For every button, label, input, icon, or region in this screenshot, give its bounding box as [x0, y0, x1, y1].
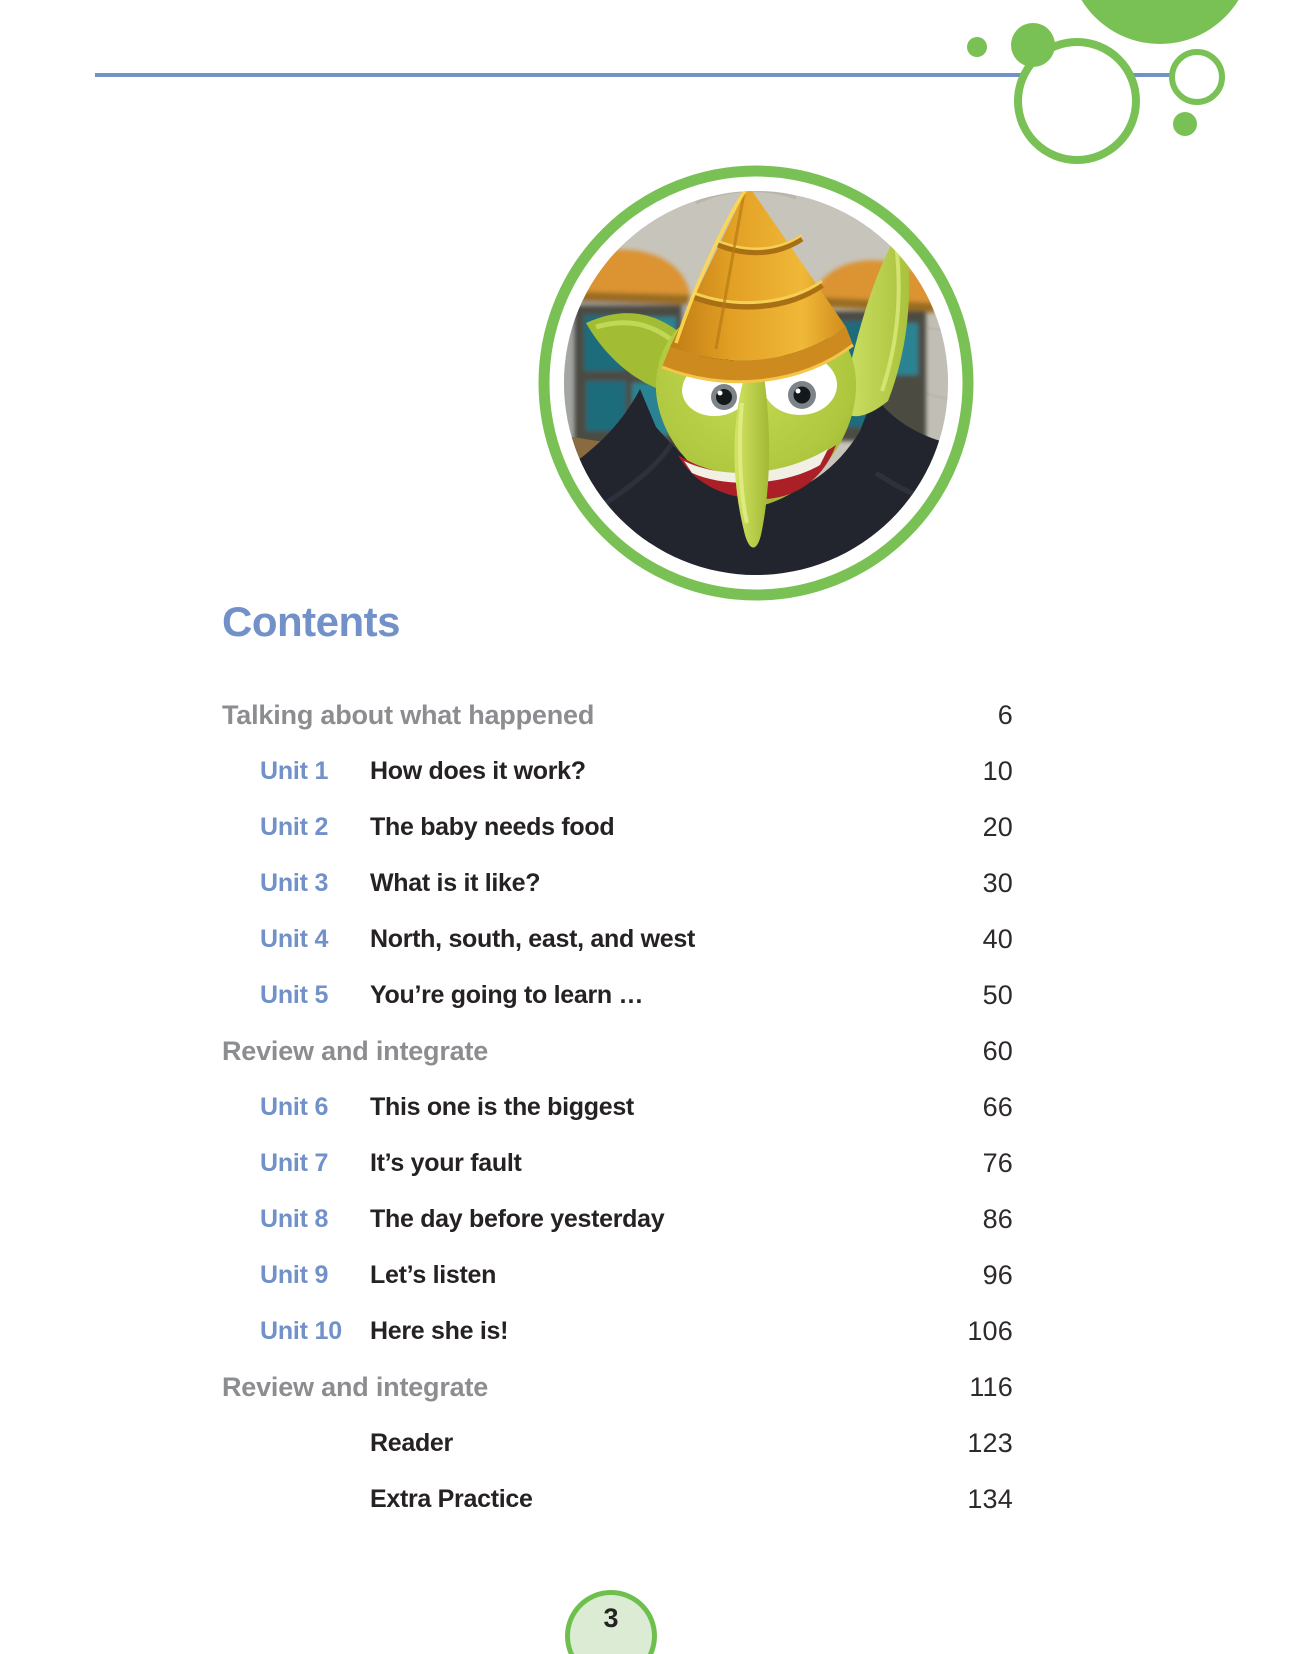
- unit-label: Unit 5: [260, 981, 329, 1009]
- current-page-number: 3: [603, 1603, 619, 1633]
- page-number: 50: [982, 980, 1013, 1010]
- unit-label: Unit 4: [260, 925, 329, 953]
- page-number: 6: [997, 700, 1013, 730]
- toc-unit-row: [222, 1079, 1013, 1135]
- unit-title: North, south, east, and west: [370, 925, 695, 953]
- toc-extra-row: [222, 1415, 1013, 1471]
- toc-unit-row: [222, 1191, 1013, 1247]
- page-number: 134: [967, 1484, 1013, 1514]
- unit-label: Unit 8: [260, 1205, 329, 1233]
- unit-label: Unit 10: [260, 1317, 342, 1345]
- section-title: Review and integrate: [222, 1372, 489, 1402]
- unit-title: It’s your fault: [370, 1149, 522, 1177]
- toc-unit-row: [222, 743, 1013, 799]
- extra-title: Extra Practice: [370, 1485, 533, 1513]
- unit-label: Unit 7: [260, 1149, 329, 1177]
- unit-title: This one is the biggest: [370, 1093, 634, 1121]
- character-portrait: [526, 153, 986, 613]
- toc-section-row: [222, 1359, 1013, 1415]
- toc-unit-row: [222, 799, 1013, 855]
- unit-label: Unit 3: [260, 869, 329, 897]
- unit-title: What is it like?: [370, 869, 541, 897]
- page-number: 123: [967, 1428, 1013, 1458]
- extra-title: Reader: [370, 1429, 453, 1457]
- toc-unit-row: [222, 855, 1013, 911]
- unit-title: Let’s listen: [370, 1261, 497, 1289]
- page-number: 86: [982, 1204, 1013, 1234]
- toc-unit-row: [222, 1135, 1013, 1191]
- unit-title: The baby needs food: [370, 813, 615, 841]
- section-title: Review and integrate: [222, 1036, 489, 1066]
- toc-unit-row: [222, 1247, 1013, 1303]
- unit-title: You’re going to learn …: [370, 981, 644, 1009]
- unit-label: Unit 6: [260, 1093, 329, 1121]
- unit-title: Here she is!: [370, 1317, 509, 1345]
- page-title: Contents: [222, 598, 400, 645]
- unit-label: Unit 1: [260, 757, 329, 785]
- page-number: 66: [982, 1092, 1013, 1122]
- page-number: 20: [982, 812, 1013, 842]
- toc-unit-row: [222, 911, 1013, 967]
- page-number: 76: [982, 1148, 1013, 1178]
- unit-title: How does it work?: [370, 757, 586, 785]
- unit-label: Unit 9: [260, 1261, 329, 1289]
- toc-section-row: [222, 1023, 1013, 1079]
- page-number-badge: [565, 1590, 657, 1654]
- page-number: 96: [982, 1260, 1013, 1290]
- toc-unit-row: [222, 1303, 1013, 1359]
- table-of-contents: [222, 687, 1013, 1527]
- page-number: 30: [982, 868, 1013, 898]
- page-number: 106: [967, 1316, 1013, 1346]
- toc-section-row: [222, 687, 1013, 743]
- page-number: 10: [982, 756, 1013, 786]
- page-number: 116: [969, 1372, 1013, 1402]
- unit-label: Unit 2: [260, 813, 329, 841]
- section-title: Talking about what happened: [222, 700, 595, 730]
- toc-unit-row: [222, 967, 1013, 1023]
- toc-extra-row: [222, 1471, 1013, 1527]
- page-number: 40: [982, 924, 1013, 954]
- unit-title: The day before yesterday: [370, 1205, 665, 1233]
- page-number: 60: [982, 1036, 1013, 1066]
